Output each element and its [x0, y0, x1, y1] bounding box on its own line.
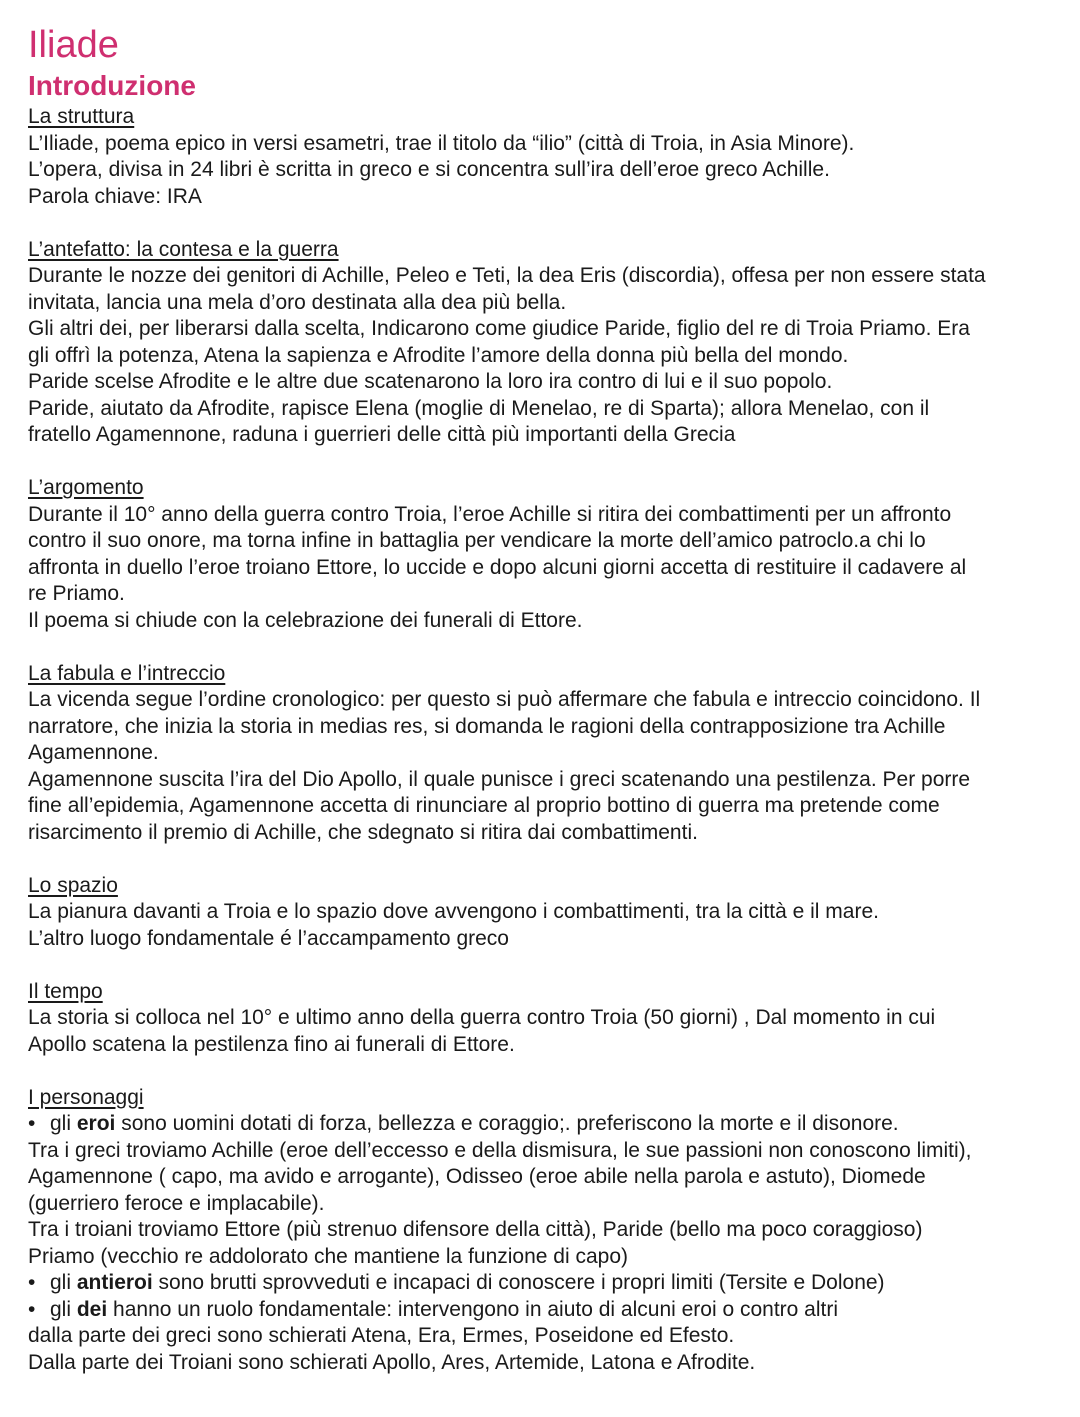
bullet-text-pre: gli: [50, 1271, 77, 1294]
section-fabula: [28, 661, 1068, 847]
text-line: Durante il 10° anno della guerra contro Troia, l’eroe Achille si ritira dei combattimenti per un affronto: [28, 502, 952, 526]
document-subtitle: Introduzione: [28, 70, 196, 101]
text-line: re Priamo.: [28, 582, 125, 605]
text-line: gli offrì la potenza, Atena la sapienza e Afrodite l’amore della donna più bella del mondo.: [28, 343, 849, 367]
text-line: L’opera, divisa in 24 libri è scritta in greco e si concentra sull’ira dell’eroe greco Achille.: [28, 158, 830, 181]
bullet-text-post: sono brutti sprovveduti e incapaci di conoscere i propri limiti (Tersite e Dolone): [152, 1271, 885, 1294]
text-line: Dalla parte dei Troiani sono schierati Apollo, Ares, Artemide, Latona e Afrodite.: [28, 1350, 756, 1374]
text-line: invitata, lancia una mela d’oro destinata alla dea più bella.: [28, 290, 567, 314]
bullet-keyword-eroi: eroi: [76, 1112, 116, 1135]
text-line: (guerriero feroce e implacabile).: [28, 1191, 325, 1215]
text-line: Agamennone ( capo, ma avido e arrogante), Odisseo (eroe abile nella parola e astuto), Diomede: [28, 1165, 926, 1188]
text-line: La vicenda segue l’ordine cronologico: per questo si può affermare che fabula e intreccio coincidono. Il: [28, 688, 981, 711]
text-line: Il poema si chiude con la celebrazione dei funerali di Ettore.: [28, 608, 583, 632]
text-line: fratello Agamennone, raduna i guerrieri delle città più importanti della Grecia: [28, 423, 736, 446]
text-line: Paride scelse Afrodite e le altre due scatenarono la loro ira contro di lui e il suo popolo.: [28, 370, 833, 393]
section-spazio: [28, 873, 1068, 953]
text-line: Agamennone suscita l’ira del Dio Apollo, il quale punisce i greci scatenando una pestilenza. Per porre: [28, 767, 971, 791]
bullet-keyword-dei: dei: [76, 1297, 108, 1321]
text-line: affronta in duello l’eroe troiano Ettore, lo uccide e dopo alcuni giorni accetta di restituire il cadavere al: [28, 555, 967, 579]
section-heading-antefatto: L’antefatto: la contesa e la guerra: [28, 237, 339, 261]
bullet-icon: •: [28, 1271, 36, 1294]
text-line: Tra i greci troviamo Achille (eroe dell’eccesso e della dismisura, le sue passioni non conoscono limiti),: [28, 1138, 972, 1162]
text-line: Apollo scatena la pestilenza fino ai funerali di Ettore.: [28, 1032, 515, 1056]
text-line: L’altro luogo fondamentale é l’accampamento greco: [28, 926, 509, 950]
text-line: fine all’epidemia, Agamennone accetta di rinunciare al proprio bottino di guerra ma pretende come: [28, 794, 940, 817]
section-heading-tempo: Il tempo: [28, 979, 103, 1003]
section-argomento: [28, 475, 1068, 634]
section-heading-spazio: Lo spazio: [28, 873, 118, 897]
bullet-dei: [28, 1297, 1068, 1324]
text-line: risarcimento il premio di Achille, che sdegnato si ritira dai combattimenti.: [28, 820, 698, 844]
section-heading-argomento: L’argomento: [28, 476, 144, 499]
section-tempo: [28, 979, 1068, 1059]
text-line: Priamo (vecchio re addolorato che mantiene la funzione di capo): [28, 1244, 629, 1268]
bullet-keyword-antieroi: antieroi: [76, 1271, 153, 1294]
text-line: dalla parte dei greci sono schierati Atena, Era, Ermes, Poseidone ed Efesto.: [28, 1324, 735, 1347]
text-line: Gli altri dei, per liberarsi dalla scelta, Indicarono come giudice Paride, figlio del re di Troia Priamo. Era: [28, 317, 970, 340]
section-antefatto: [28, 237, 1068, 449]
bullet-text-pre: gli: [50, 1297, 77, 1321]
text-line: Tra i troiani troviamo Ettore (più strenuo difensore della città), Paride (bello ma poco coraggioso): [28, 1218, 923, 1241]
document-page: [28, 22, 1068, 1403]
text-line: La pianura davanti a Troia e lo spazio dove avvengono i combattimenti, tra la città e il mare.: [28, 900, 879, 923]
section-struttura: [28, 104, 1068, 210]
section-heading-personaggi: I personaggi: [28, 1085, 144, 1109]
bullet-text-post: sono uomini dotati di forza, bellezza e coraggio;. preferiscono la morte e il disonore.: [115, 1112, 899, 1135]
bullet-icon: •: [28, 1112, 36, 1135]
text-line: contro il suo onore, ma torna infine in battaglia per vendicare la morte dell’amico patroclo.a chi lo: [28, 529, 926, 552]
bullet-icon: •: [28, 1297, 36, 1321]
bullet-eroi: [28, 1111, 1068, 1138]
bullet-text-post: hanno un ruolo fondamentale: intervengono in aiuto di alcuni eroi o contro altri: [107, 1297, 839, 1321]
section-heading-fabula: La fabula e l’intreccio: [28, 661, 226, 685]
document-title: Iliade: [28, 24, 119, 66]
bullet-text-pre: gli: [50, 1112, 77, 1135]
text-line: narratore, che inizia la storia in medias res, si domanda le ragioni della contrapposizione tra Achille: [28, 714, 946, 738]
text-line: Parola chiave: IRA: [28, 184, 202, 208]
bullet-antieroi: [28, 1270, 1068, 1297]
text-line: Agamennone.: [28, 741, 159, 764]
text-line: L’Iliade, poema epico in versi esametri, trae il titolo da “ilio” (città di Troia, in Asia Minore).: [28, 131, 855, 155]
section-heading-struttura: La struttura: [28, 105, 135, 128]
text-line: La storia si colloca nel 10° e ultimo anno della guerra contro Troia (50 giorni) , Dal momento in cui: [28, 1006, 936, 1029]
text-line: Paride, aiutato da Afrodite, rapisce Elena (moglie di Menelao, re di Sparta); allora Menelao, con il: [28, 396, 930, 420]
section-personaggi: [28, 1085, 1068, 1377]
text-line: Durante le nozze dei genitori di Achille, Peleo e Teti, la dea Eris (discordia), offesa per non essere stata: [28, 264, 986, 287]
